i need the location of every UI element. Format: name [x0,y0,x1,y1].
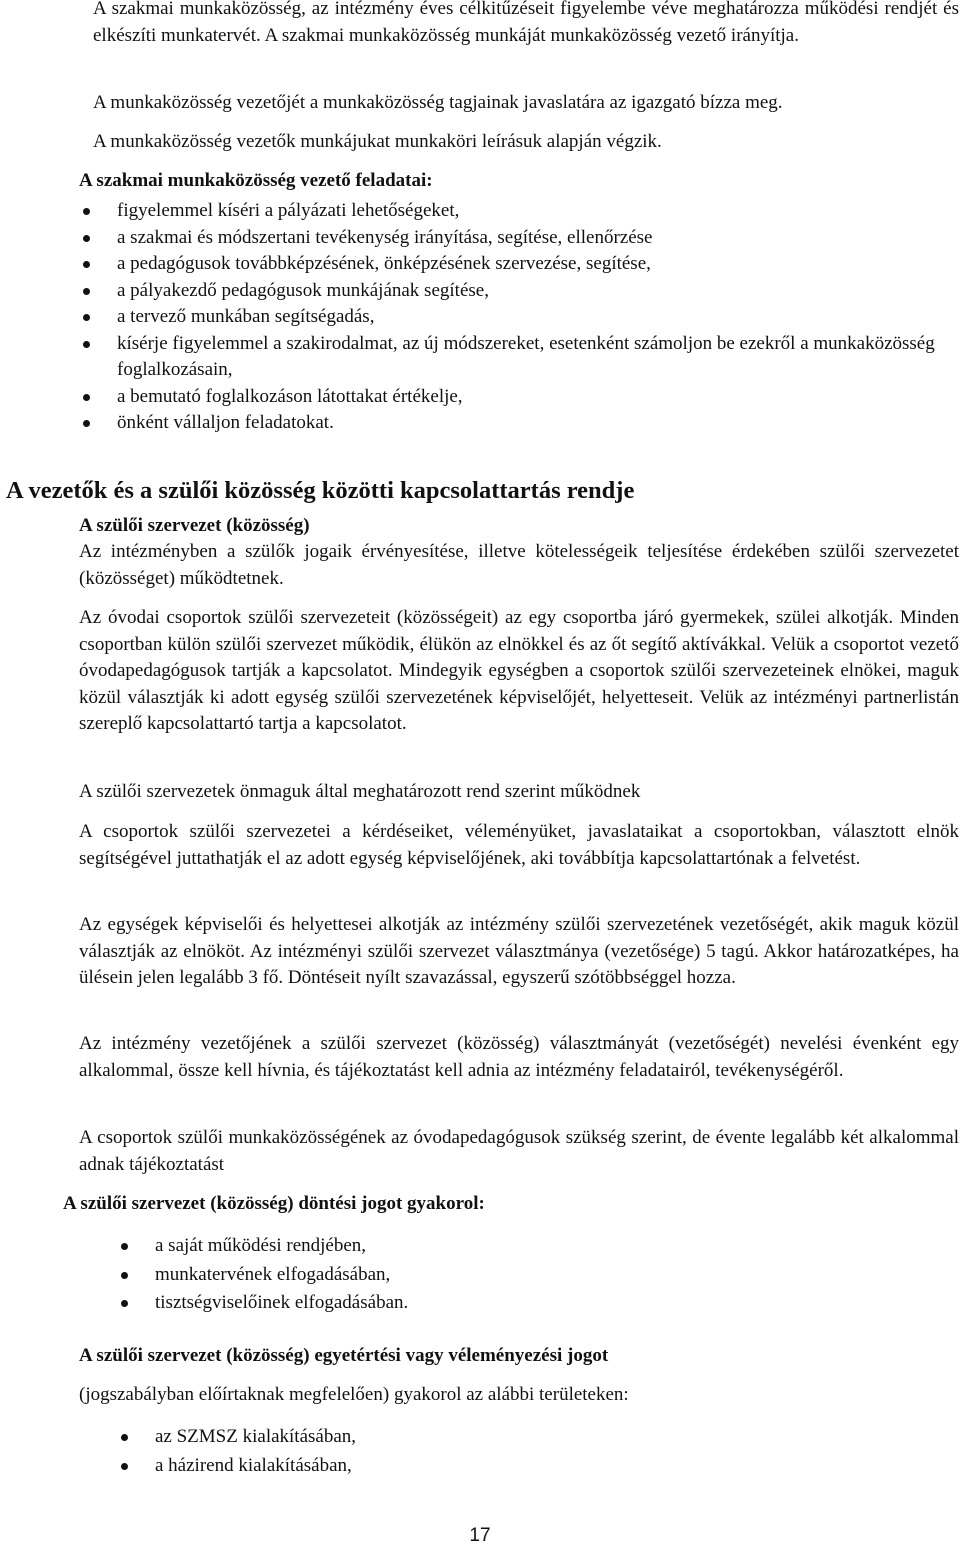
intro-paragraph-1: A szakmai munkaközösség, az intézmény éves célkitűzéseit figyelembe véve meghatározza működési rendjét és elkészíti munkatervét. A szakmai munkaközösség munkáját munkaközösség vezető irányítja. [93,0,959,46]
bullet-icon [83,394,90,401]
list-item: a szakmai és módszertani tevékenység irányítása, segítése, ellenőrzése [117,225,960,252]
list-item: az SZMSZ kialakításában, [155,1423,955,1452]
decision-rights-list [155,1232,955,1318]
leader-tasks-list [117,198,960,437]
list-item: tisztségviselőinek elfogadásában. [155,1289,955,1318]
list-item: figyelemmel kíséri a pályázati lehetőségeket, [117,198,960,225]
section-paragraph: Az intézmény vezetőjének a szülői szervezet (közösség) választmányát (vezetőségét) nevelési évenként egy alkalommal, össze kell hívnia, és tájékoztatást kell adnia az intézmény feladatairól, tevékenységéről. [79,1033,959,1081]
consent-rights-list [155,1423,955,1480]
list-item: munkatervének elfogadásában, [155,1261,955,1290]
section-paragraph: Az intézményben a szülők jogaik érvényesítése, illetve kötelességeik teljesítése érdekében szülői szervezetet (közösséget) működtetnek. [79,541,959,589]
bullet-icon [121,1300,128,1307]
page-number: 17 [469,1525,491,1546]
decision-rights-heading: A szülői szervezet (közösség) döntési jogot gyakorol: [63,1193,485,1214]
consent-rights-intro: (jogszabályban előírtaknak megfelelően) gyakorol az alábbi területeken: [79,1384,629,1405]
section-subheading: A szülői szervezet (közösség) [79,515,310,536]
list-item: a pedagógusok továbbképzésének, önképzésének szervezése, segítése, [117,251,960,278]
section-paragraph: Az egységek képviselői és helyettesei alkotják az intézmény szülői szervezetének vezetőségét, akik maguk közül választják az elnököt. Az intézményi szülői szervezet választmánya (vezetősége) 5 tagú. Akkor határozatképes, ha ülésein jelen legalább 3 fő. Döntéseit nyílt szavazással, egyszerű szótöbbséggel hozza. [79,914,959,988]
intro-paragraph-3: A munkaközösség vezetők munkájukat munkaköri leírásuk alapján végzik. [93,131,662,152]
bullet-icon [83,314,90,321]
list-item: kísérje figyelemmel a szakirodalmat, az új módszereket, esetenként számoljon be ezekről a munkaközösség foglalkozásain, [117,331,960,384]
section-title: A vezetők és a szülői közösség közötti kapcsolattartás rendje [6,477,635,504]
section-paragraph: A csoportok szülői szervezetei a kérdéseiket, véleményüket, javaslataikat a csoportokban, választott elnök segítségével juttathatják el az adott egység képviselőjének, aki továbbítja kapcsolattartónak a felvetést. [79,821,959,869]
bullet-icon [121,1243,128,1250]
bullet-icon [83,261,90,268]
list-item: a pályakezdő pedagógusok munkájának segítése, [117,278,960,305]
section-paragraph: Az óvodai csoportok szülői szervezeteit (közösségeit) az egy csoportba járó gyermekek, szülei alkotják. Minden csoportban külön szülői szervezet működik, élükön az elnökkel és az őt segítő aktívákkal. Velük a csoportot vezető óvodapedagógusok tartják a kapcsolatot. Mindegyik egységben a csoportok szülői szervezeteinek elnökei, maguk közül választják ki adott egység szülői szervezetének képviselőjét, helyetteseit. Velük az intézményi partnerlistán szereplő kapcsolattartó tartja a kapcsolatot. [79,607,959,734]
list-item: a saját működési rendjében, [155,1232,955,1261]
bullet-icon [121,1272,128,1279]
bullet-icon [83,235,90,242]
leader-tasks-heading: A szakmai munkaközösség vezető feladatai: [79,170,433,191]
bullet-icon [83,208,90,215]
bullet-icon [83,288,90,295]
bullet-icon [83,341,90,348]
list-item: önként vállaljon feladatokat. [117,410,960,437]
bullet-icon [121,1434,128,1441]
list-item: a házirend kialakításában, [155,1452,955,1481]
section-paragraph: A szülői szervezetek önmaguk által meghatározott rend szerint működnek [79,781,641,802]
list-item: a tervező munkában segítségadás, [117,304,960,331]
bullet-icon [83,420,90,427]
consent-rights-heading: A szülői szervezet (közösség) egyetértési vagy véleményezési jogot [79,1345,609,1366]
intro-paragraph-2: A munkaközösség vezetőjét a munkaközösség tagjainak javaslatára az igazgató bízza meg. [93,92,783,113]
bullet-icon [121,1463,128,1470]
section-paragraph: A csoportok szülői munkaközösségének az óvodapedagógusok szükség szerint, de évente legalább két alkalommal adnak tájékoztatást [79,1127,959,1175]
list-item: a bemutató foglalkozáson látottakat értékelje, [117,384,960,411]
